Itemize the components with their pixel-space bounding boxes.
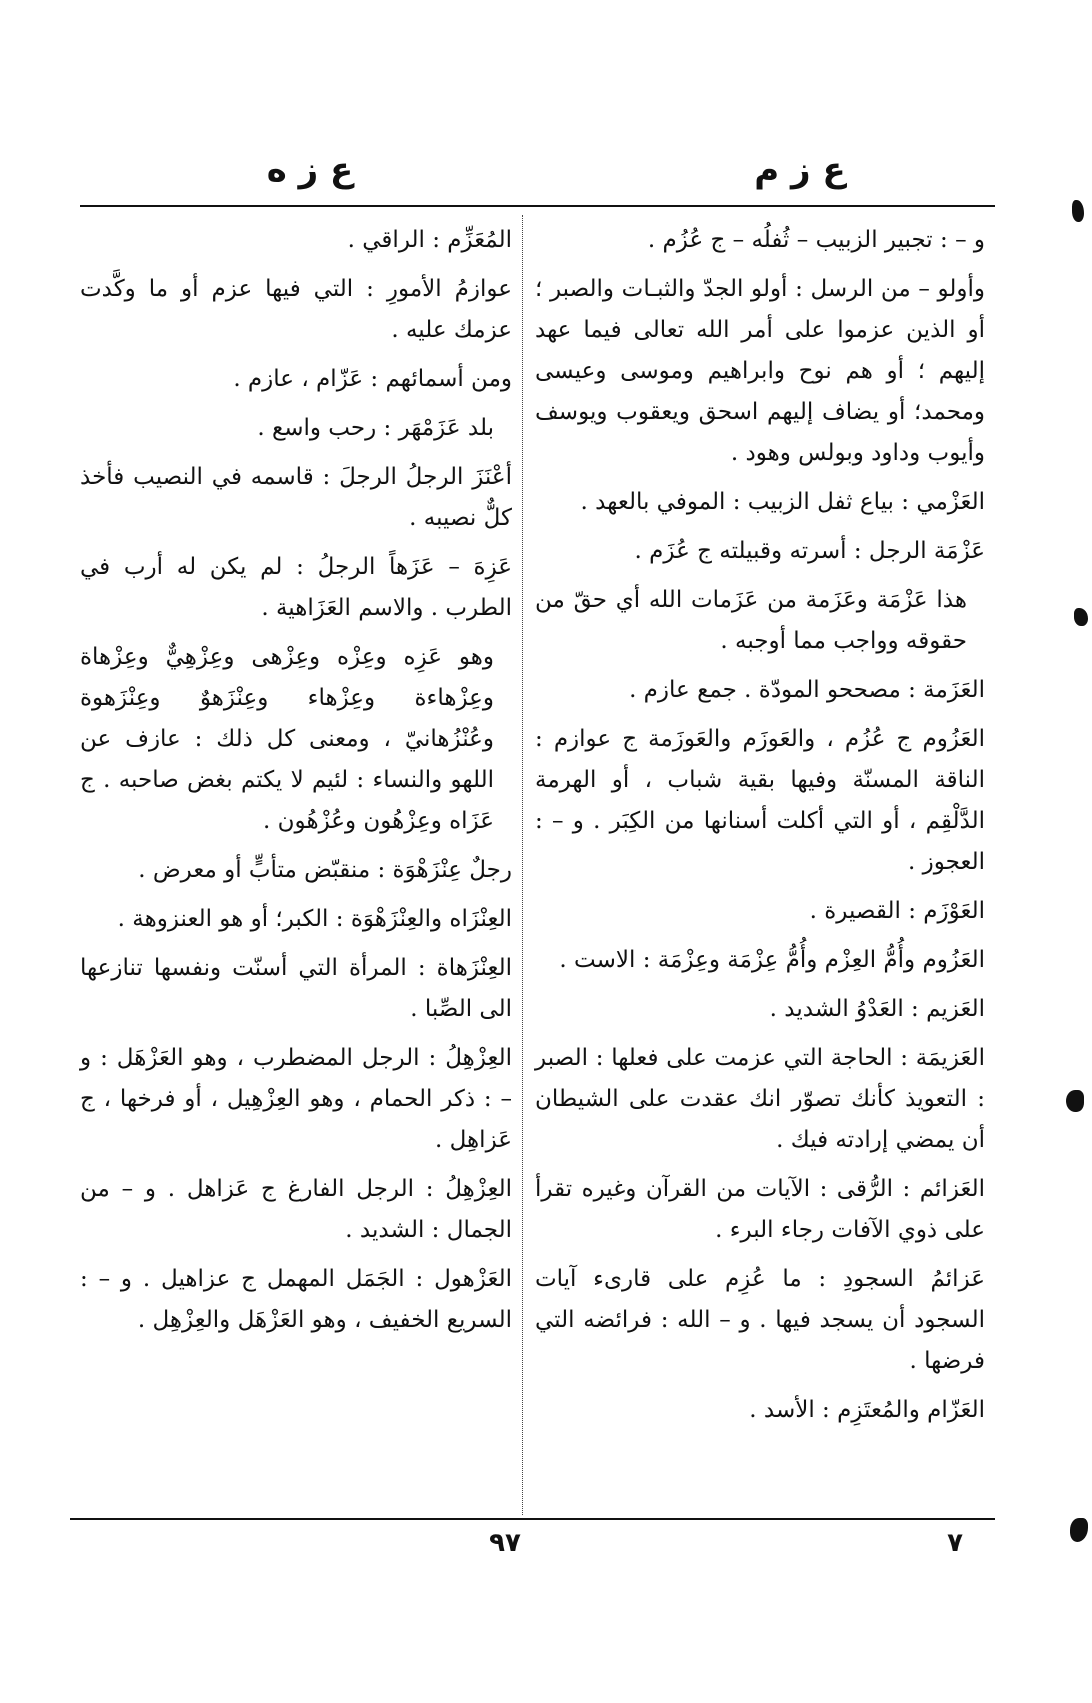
dictionary-entry: العَزَمة : مصححو المودّة . جمع عازم . [629,677,985,703]
dictionary-entry: العَزيمَة : الحاجة التي عزمت على فعلها : الصبر : التعويذ كأنك تصوّر انك عقدت على الشيطان أن يمضي إرادته فيك . [535,1045,985,1153]
dictionary-entry: العَزْهول : الجَمَل المهمل ج عزاهيل . و – : السريع الخفيف ، وهو العَزْهَل والعِزْهِل . [80,1266,512,1333]
dictionary-entry: العَزائم : الرُّقى : الآيات من القرآن وغيره تقرأ على ذوي الآفات رجاء البرء . [535,1176,985,1243]
dictionary-entry: هذا عَزْمَة وعَزَمة من عَزَمات الله أي حقّ من حقوقه وواجب مما أوجبه . [535,587,967,654]
dictionary-entry: العِنْزَهاة : المرأة التي أسنّت ونفسها تنازعها الى الصِّبا . [80,955,512,1022]
dictionary-entry: العَزّام والمُعتَزِم : الأسد . [749,1397,985,1423]
dictionary-entry: وهو عَزِه وعِزْه وعِزْهى وعِزْهِيٌّ وعِزْهاة وعِزْهاءة وعِزْهاء وعِنْزَهوٌ وعِنْزَهوة وعُنْزُهانيّ ، ومعنى كل ذلك : عازف عن اللهو والنساء : لئيم لا يكتم بغض صاحبه . ج عَزَاه وعِزْهُون وعُزْهُون . [80,644,494,834]
left-column-root-header: ع ز ه [266,150,354,190]
dictionary-entry: العَوْزَم : القصيرة . [809,898,985,924]
dictionary-entry: عَزِهَ – عَزَهاً الرجلُ : لم يكن له أرب في الطرب . والاسم العَزَاهية . [80,554,512,621]
dictionary-entry: العَزُوم ج عُزُم ، والعَوزَم والعَوزَمة ج عوازم : الناقة المسنّة وفيها بقية شباب ، أو الهرمة الدَّلْقِم ، أو التي أكلت أسنانها من الكِبَر . و – : العجوز . [535,726,985,875]
left-column [80,220,512,1349]
ink-blot-mark [1074,608,1088,626]
dictionary-entry: العَزيم : العَدْوُ الشديد . [769,996,985,1022]
dictionary-entry: عَزْمَة الرجل : أسرته وقبيلته ج عُزَم . [634,538,985,564]
page-number-left: ٩٧ [489,1528,521,1558]
ink-blot-mark [1072,200,1084,222]
page-number-right: ٧ [947,1528,963,1558]
dictionary-entry: العَزُوم وأُمُّ العِزْم وأُمُّ عِزْمَة وعِزْمَة : الاست . [559,947,985,973]
right-column-root-header: ع ز م [754,150,846,190]
dictionary-entry: العَزْمي : بياع ثفل الزبيب : الموفي بالعهد . [580,489,985,515]
ink-blot-mark [1070,1518,1088,1542]
dictionary-entry: رجلٌ عِنْزَهْوَة : منقبّض متأبٍّ أو معرض . [138,857,512,883]
dictionary-entry: ومن أسمائهم : عَزّام ، عازم . [233,366,512,392]
dictionary-entry: بلد عَزَمْهَر : رحب واسع . [257,415,494,441]
column-divider [522,215,523,1515]
right-column [535,220,985,1439]
dictionary-entry: العِزْهِلُ : الرجل المضطرب ، وهو العَزْهَل : و – : ذكر الحمام ، وهو العِزْهِيل ، أو فرخها ، ج عَزاهِل . [80,1045,512,1153]
dictionary-entry: أعْنَزَ الرجلُ الرجلَ : قاسمه في النصيب فأخذ كلٌّ نصيبه . [80,464,512,531]
dictionary-entry: عوازمُ الأمورِ : التي فيها عزم أو ما وكَّدت عزمك عليه . [80,276,512,343]
top-rule [80,205,995,207]
dictionary-entry: و – : تجبير الزبيب – ثُفلُه – ج عُزُم . [647,227,985,253]
dictionary-entry: وأولو – من الرسل : أولو الجدّ والثبـات والصبر ؛ أو الذين عزموا على أمر الله تعالى فيما عهد إليهم ؛ أو هم نوح وابراهيم وموسى وعيسى ومحمد؛ أو يضاف إليهم اسحق ويعقوب ويوسف وأيوب وداود وبولس وهود . [535,276,985,466]
ink-blot-mark [1066,1090,1084,1112]
dictionary-entry: العِزْهِلُ : الرجل الفارغ ج عَزاهل . و – من الجمال : الشديد . [80,1176,512,1243]
dictionary-entry: العِنْزَاه والعِنْزَهْوَة : الكبر؛ أو هو العنزوهة . [117,906,512,932]
dictionary-entry: المُعَزِّم : الراقي . [347,227,512,253]
bottom-rule [70,1518,995,1520]
dictionary-entry: عَزائمُ السجودِ : ما عُزِم على قارىء آيات السجود أن يسجد فيها . و – الله : فرائضه التي فرضها . [535,1266,985,1374]
